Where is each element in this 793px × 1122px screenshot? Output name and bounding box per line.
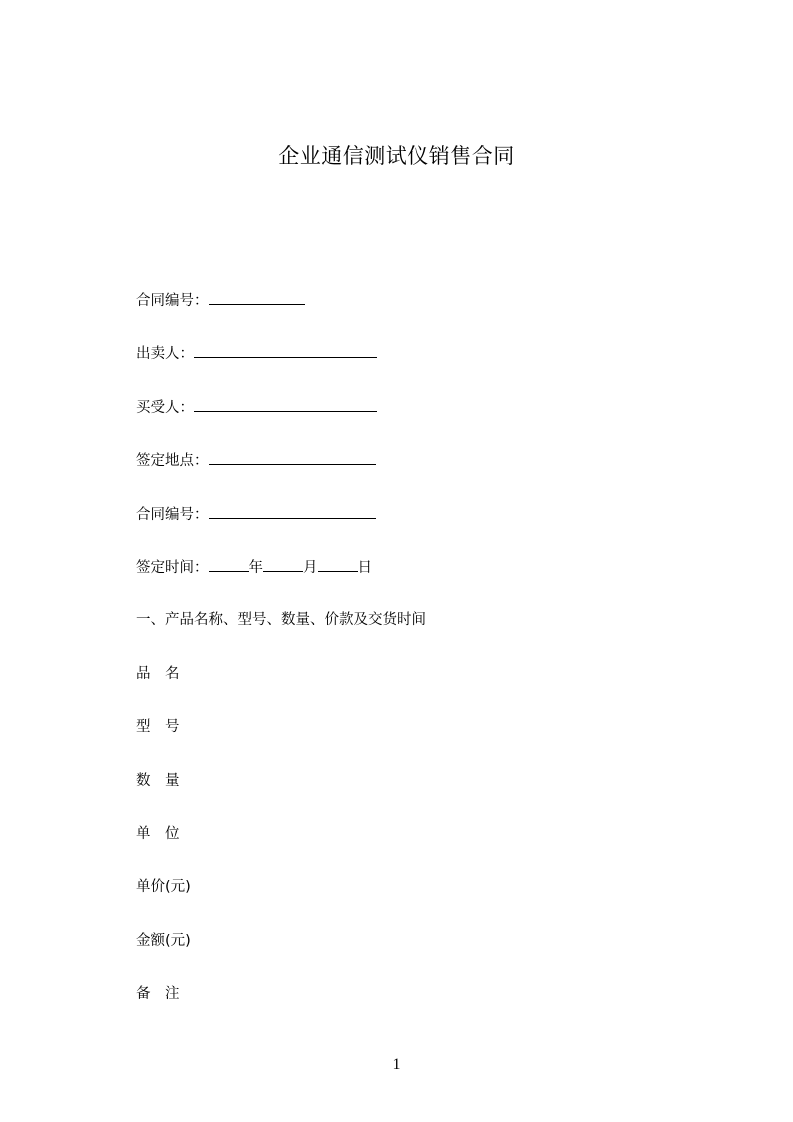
buyer-line: [136, 397, 377, 417]
item-model: [136, 717, 180, 737]
sign-time-label: 签定时间：: [136, 560, 209, 576]
item-unit: [136, 824, 180, 844]
sign-place-blank: [209, 450, 376, 465]
item-unit-price: [136, 877, 191, 897]
contract-number-label: 合同编号：: [136, 293, 209, 309]
item-label: 型 号: [136, 719, 180, 735]
item-label: 备 注: [136, 986, 180, 1002]
seller-label: 出卖人：: [136, 346, 194, 362]
page-number: 1: [392, 1056, 401, 1073]
contract-number-label-2: 合同编号：: [136, 507, 209, 523]
page-title: 企业通信测试仪销售合同: [278, 144, 515, 168]
section-1-heading: 一、产品名称、型号、数量、价款及交货时间: [136, 612, 426, 628]
contract-number-line-1: [136, 290, 305, 310]
day-label: 日: [357, 560, 372, 576]
sign-place-label: 签定地点：: [136, 453, 209, 469]
item-label: 单 位: [136, 826, 180, 842]
item-quantity: [136, 771, 180, 791]
buyer-blank: [194, 397, 377, 412]
day-blank: [318, 557, 358, 572]
item-label: 数 量: [136, 773, 180, 789]
item-amount: [136, 931, 191, 951]
item-label: 单价(元): [136, 879, 191, 895]
year-label: 年: [248, 560, 263, 576]
item-label: 金额(元): [136, 933, 191, 949]
buyer-label: 买受人：: [136, 400, 194, 416]
sign-time-line: [136, 557, 372, 577]
contract-number-blank: [209, 290, 305, 305]
item-remarks: [136, 984, 180, 1004]
seller-blank: [194, 343, 377, 358]
month-label: 月: [303, 560, 318, 576]
contract-number-line-2: [136, 504, 376, 524]
year-blank: [209, 557, 249, 572]
item-product-name: [136, 664, 180, 684]
sign-place-line: [136, 450, 376, 470]
seller-line: [136, 343, 377, 363]
item-label: 品 名: [136, 666, 180, 682]
contract-number-blank-2: [209, 504, 376, 519]
month-blank: [263, 557, 303, 572]
